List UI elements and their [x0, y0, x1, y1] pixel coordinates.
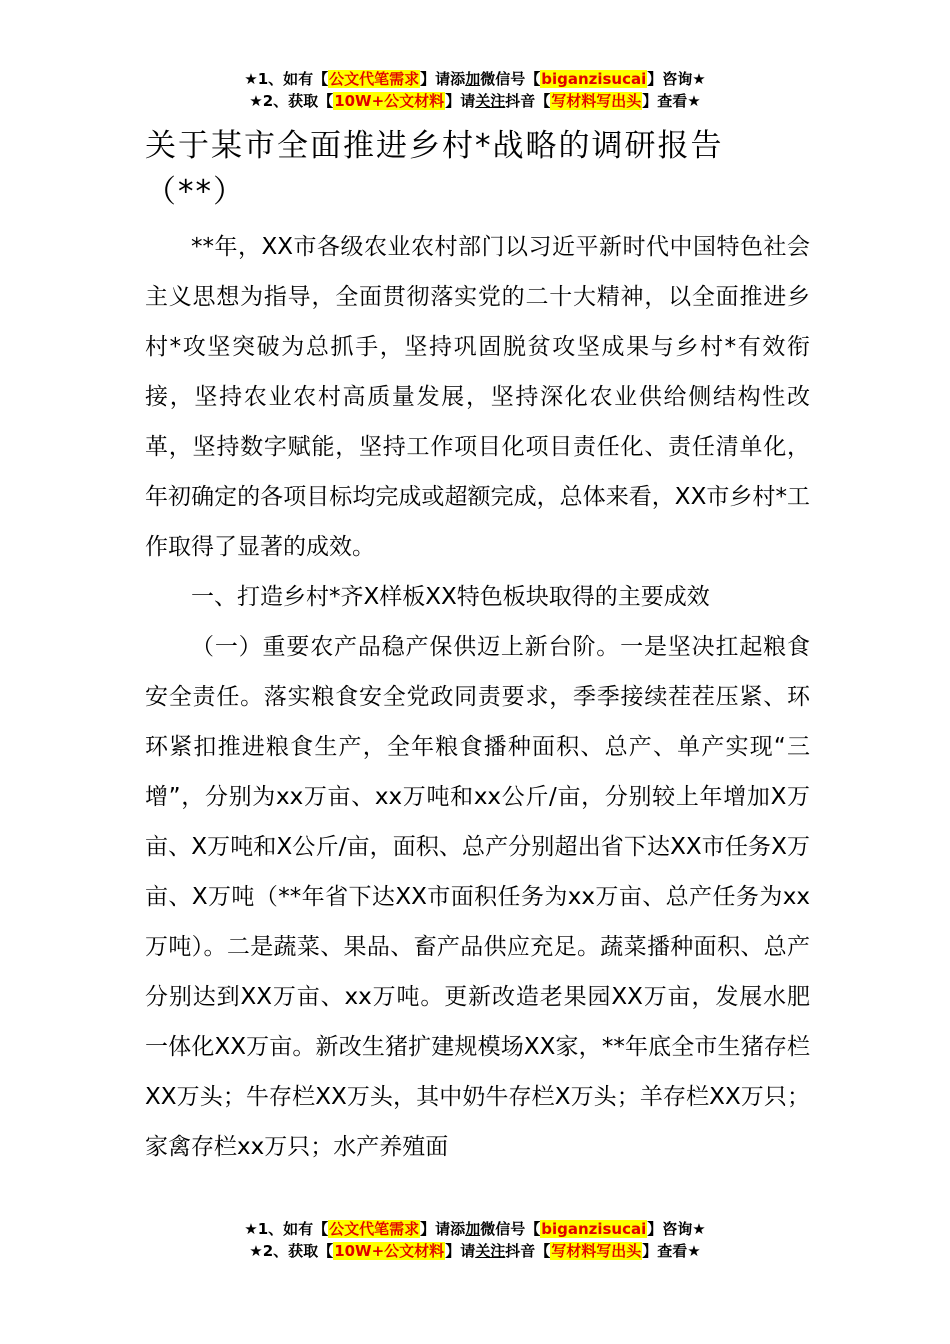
promo-text: 】请添	[420, 1220, 466, 1238]
promo-line-1	[0, 1218, 950, 1240]
promo-text: 抖音【	[505, 1242, 551, 1260]
promo-line-2	[0, 1240, 950, 1262]
promo-text: 】查看★	[642, 1242, 701, 1260]
promo-underlined: 关注	[475, 92, 506, 110]
promo-text: 】咨询★	[647, 1220, 706, 1238]
promo-text: 】请	[445, 92, 476, 110]
promo-text: 】请	[445, 1242, 476, 1260]
document-title-year: （**）	[145, 174, 246, 210]
paragraph-intro: **年，XX市各级农业农村部门以习近平新时代中国特色社会主义思想为指导，全面贯彻落实党的二十大精神，以全面推进乡村*攻坚突破为总抓手，坚持巩固脱贫攻坚成果与乡村*有效衔接，坚持农业农村高质量发展，坚持深化农业供给侧结构性改革，坚持数字赋能，坚持工作项目化项目责任化、责任清单化，年初确定的各项目标均完成或超额完成，总体来看，XX市乡村*工作取得了显著的成效。	[145, 234, 810, 560]
footer-promo-banner	[0, 1218, 950, 1262]
promo-text: ★2、获取【	[249, 92, 334, 110]
promo-text: 微信号【	[480, 1220, 541, 1238]
promo-underlined: 加	[465, 70, 481, 88]
section-heading: 一、打造乡村*齐X样板XX特色板块取得的主要成效	[191, 584, 710, 610]
promo-highlight: 写材料写出头	[551, 92, 642, 110]
promo-text: 】请添	[420, 70, 466, 88]
promo-highlight: 10W+公文材料	[334, 1242, 445, 1260]
promo-line-2	[0, 90, 950, 112]
promo-text: 微信号【	[480, 70, 541, 88]
promo-highlight: 公文代笔需求	[329, 1220, 420, 1238]
paragraph-section-1: （一）重要农产品稳产保供迈上新台阶。一是坚决扛起粮食安全责任。落实粮食安全党政同责要求，季季接续茬茬压紧、环环紧扣推进粮食生产，全年粮食播种面积、总产、单产实现“三增”，分别为xx万亩、xx万吨和xx公斤/亩，分别较上年增加X万亩、X万吨和X公斤/亩，面积、总产分别超出省下达XX市任务X万亩、X万吨（**年省下达XX市面积任务为xx万亩、总产任务为xx万吨）。二是蔬菜、果品、畜产品供应充足。蔬菜播种面积、总产分别达到XX万亩、xx万吨。更新改造老果园XX万亩，发展水肥一体化XX万亩。新改生猪扩建规模场XX家，**年底全市生猪存栏XX万头；牛存栏XX万头，其中奶牛存栏X万头；羊存栏XX万只；家禽存栏xx万只；水产养殖面	[145, 634, 810, 1160]
promo-highlight: biganzisucai	[541, 1220, 647, 1238]
promo-underlined: 加	[465, 1220, 481, 1238]
promo-highlight: biganzisucai	[541, 70, 647, 88]
header-promo-banner	[0, 68, 950, 112]
document-body	[145, 222, 810, 1172]
promo-text: 】查看★	[642, 92, 701, 110]
promo-text: ★1、如有【	[244, 1220, 329, 1238]
promo-text: ★1、如有【	[244, 70, 329, 88]
promo-text: 】咨询★	[647, 70, 706, 88]
promo-text: 抖音【	[505, 92, 551, 110]
promo-highlight: 公文代笔需求	[329, 70, 420, 88]
promo-underlined: 关注	[475, 1242, 506, 1260]
promo-text: ★2、获取【	[249, 1242, 334, 1260]
promo-highlight: 写材料写出头	[551, 1242, 642, 1260]
promo-highlight: 10W+公文材料	[334, 92, 445, 110]
document-title: 关于某市全面推进乡村*战略的调研报告	[145, 128, 724, 164]
promo-line-1	[0, 68, 950, 90]
